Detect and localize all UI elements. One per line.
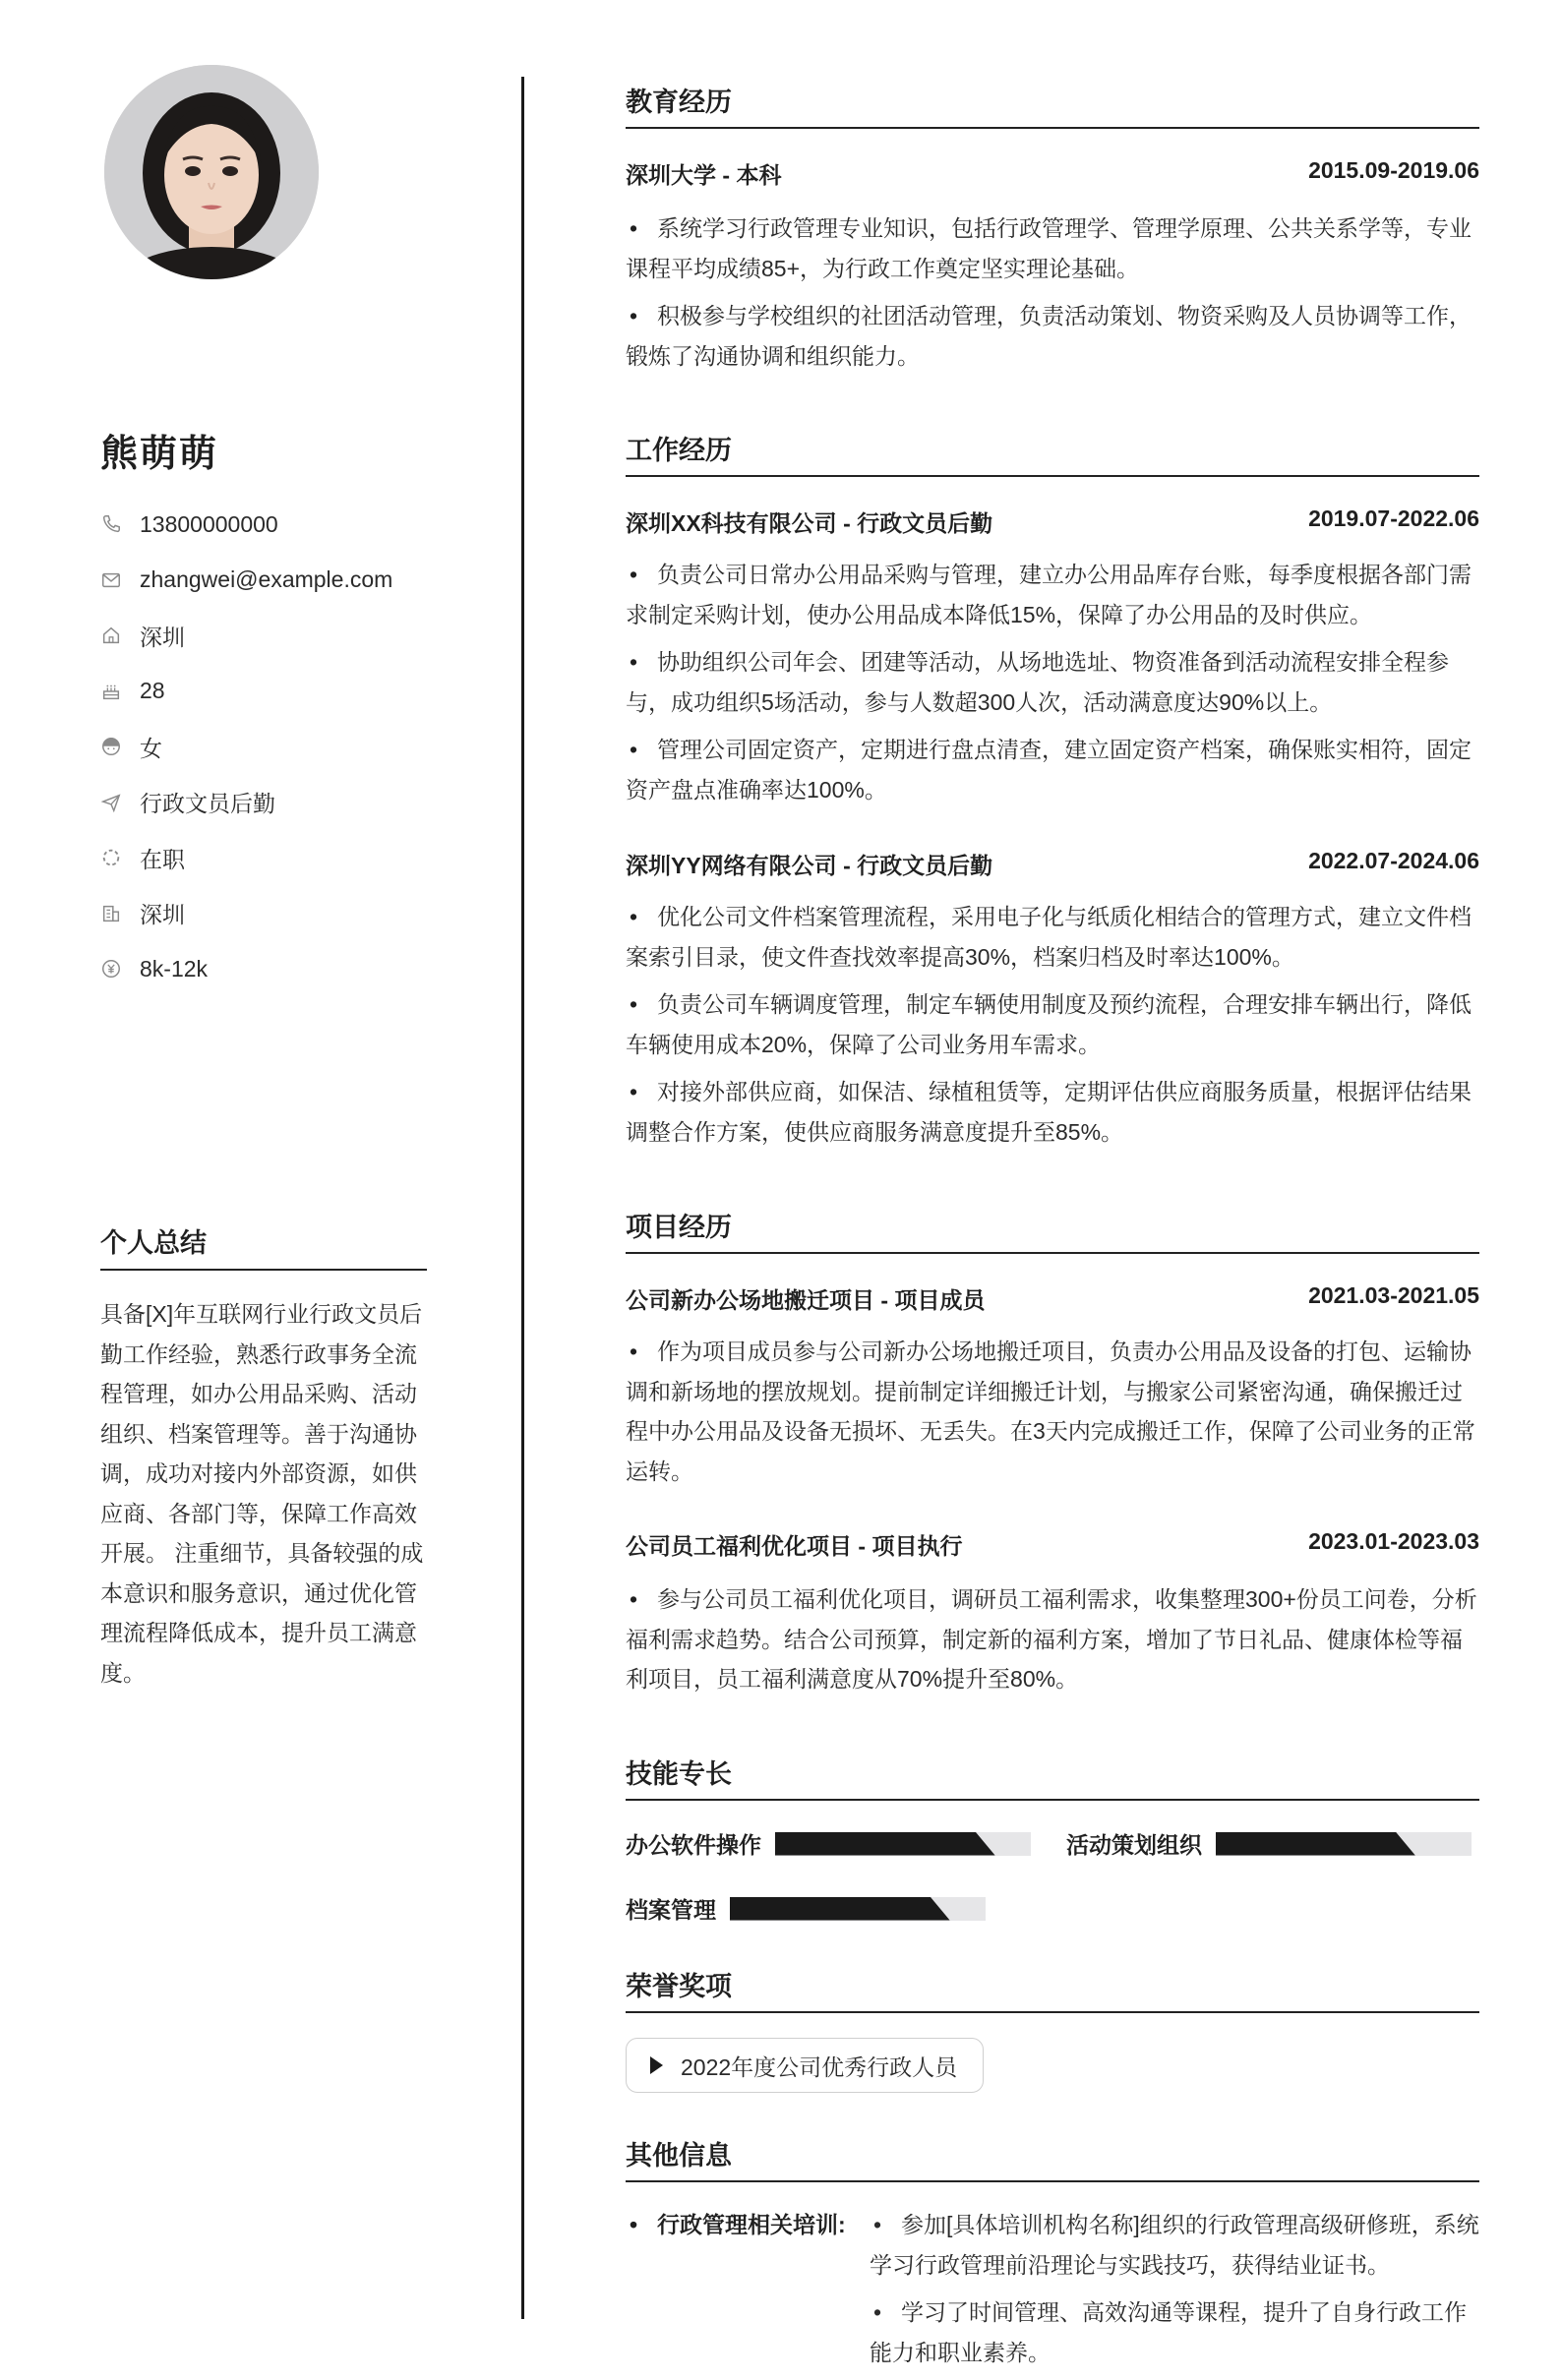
contact-gender [100, 719, 392, 775]
left-column [0, 0, 521, 2364]
list-item: • 负责公司车辆调度管理，制定车辆使用制度及预约流程，合理安排车辆出行，降低车辆使用成本20%，保障了公司业务用车需求。 [626, 984, 1479, 1064]
home-icon [100, 625, 122, 646]
list-item: • 参与公司员工福利优化项目，调研员工福利需求，收集整理300+份员工问卷，分析福利需求趋势。结合公司预算，制定新的福利方案，增加了节日礼品、健康体检等福利项目，员工福利满意度从70%提升至80%。 [626, 1579, 1479, 1699]
contact-value: zhangwei@example.com [140, 566, 393, 593]
avatar [104, 65, 319, 279]
contact-salary [100, 941, 392, 997]
other-title: 其他信息 [626, 2134, 1479, 2182]
education-entry-head [626, 157, 1479, 190]
work-entry-head [626, 506, 1479, 538]
contact-phone [100, 497, 392, 553]
skill-bar [775, 1832, 1031, 1856]
project-entry-head [626, 1528, 1479, 1561]
person-name: 熊萌萌 [100, 434, 219, 475]
education-title: 教育经历 [626, 81, 1479, 129]
play-triangle-icon [650, 2056, 663, 2074]
contact-value: 行政文员后勤 [140, 791, 275, 817]
award-item [626, 2038, 984, 2093]
status-icon [100, 847, 122, 868]
contact-value: 28 [140, 678, 165, 704]
contact-location [100, 608, 392, 664]
contact-value: 深圳 [140, 624, 185, 650]
skill-item [1066, 1827, 1472, 1860]
contact-city [100, 886, 392, 942]
building-icon [100, 903, 122, 924]
list-item: • 管理公司固定资产，定期进行盘点清查，建立固定资产档案，确保账实相符，固定资产盘点准确率达100%。 [626, 730, 1479, 809]
entry-date: 2023.01-2023.03 [1308, 1528, 1479, 1554]
work-bullets [626, 555, 1479, 817]
list-item: • 作为项目成员参与公司新办公场地搬迁项目，负责办公用品及设备的打包、运输协调和新场地的摆放规划。提前制定详细搬迁计划，与搬家公司紧密沟通，确保搬迁过程中办公用品及设备无损坏、无丢失。在3天内完成搬迁工作，保障了公司业务的正常运转。 [626, 1332, 1479, 1491]
skill-name: 活动策划组织 [1066, 1832, 1202, 1858]
contact-value: 深圳 [140, 902, 185, 928]
entry-org: 深圳YY网络有限公司 - 行政文员后勤 [626, 853, 993, 878]
other-label: • 行政管理相关培训: [626, 2205, 846, 2245]
entry-date: 2015.09-2019.06 [1308, 157, 1479, 183]
skills-title: 技能专长 [626, 1753, 1479, 1801]
summary-title: 个人总结 [100, 1221, 427, 1271]
entry-org: 公司新办公场地搬迁项目 - 项目成员 [626, 1287, 986, 1313]
list-item: • 学习了时间管理、高效沟通等课程，提升了自身行政工作能力和职业素养。 [870, 2292, 1479, 2372]
awards-title: 荣誉奖项 [626, 1965, 1479, 2013]
gender-icon [100, 736, 122, 757]
mail-icon [100, 569, 122, 591]
contact-list [100, 497, 392, 997]
contact-age [100, 664, 392, 720]
skill-name: 档案管理 [626, 1897, 716, 1923]
avatar-portrait [104, 65, 319, 279]
skill-item [626, 1827, 1031, 1860]
project-bullets [626, 1579, 1479, 1707]
contact-value: 8k-12k [140, 955, 209, 982]
column-divider [521, 77, 524, 2319]
skill-bar-fill [775, 1832, 995, 1856]
salary-icon [100, 958, 122, 980]
entry-date: 2019.07-2022.06 [1308, 506, 1479, 531]
entry-org: 深圳XX科技有限公司 - 行政文员后勤 [626, 510, 993, 536]
work-bullets [626, 897, 1479, 1160]
list-item: • 系统学习行政管理专业知识，包括行政管理学、管理学原理、公共关系学等，专业课程平均成绩85+，为行政工作奠定坚实理论基础。 [626, 208, 1479, 288]
list-item: • 协助组织公司年会、团建等活动，从场地选址、物资准备到活动流程安排全程参与，成功组织5场活动，参与人数超300人次，活动满意度达90%以上。 [626, 642, 1479, 722]
contact-value: 在职 [140, 846, 185, 872]
skill-bar-fill [730, 1897, 950, 1921]
cake-icon [100, 681, 122, 702]
entry-date: 2021.03-2021.05 [1308, 1282, 1479, 1308]
summary-text: 具备[X]年互联网行业行政文员后勤工作经验，熟悉行政事务全流程管理，如办公用品采购、活动组织、档案管理等。善于沟通协调，成功对接内外部资源，如供应商、各部门等，保障工作高效开展。 注重细节，具备较强的成本意识和服务意识，通过优化管理流程降低成本，提升员工满意度。 [100, 1301, 424, 1686]
skill-bar [730, 1897, 986, 1921]
contact-value: 女 [140, 735, 162, 761]
skill-bar-fill [1216, 1832, 1415, 1856]
project-entry-head [626, 1282, 1479, 1315]
skill-name: 办公软件操作 [626, 1832, 761, 1858]
projects-title: 项目经历 [626, 1206, 1479, 1254]
work-entry-head [626, 848, 1479, 880]
skill-bar [1216, 1832, 1472, 1856]
list-item: • 积极参与学校组织的社团活动管理，负责活动策划、物资采购及人员协调等工作，锻炼了沟通协调和组织能力。 [626, 296, 1479, 376]
education-bullets [626, 208, 1479, 384]
list-item: • 参加[具体培训机构名称]组织的行政管理高级研修班，系统学习行政管理前沿理论与实践技巧，获得结业证书。 [870, 2205, 1479, 2285]
award-label: 2022年度公司优秀行政人员 [681, 2053, 958, 2080]
work-title: 工作经历 [626, 429, 1479, 477]
contact-email [100, 553, 392, 609]
entry-date: 2022.07-2024.06 [1308, 848, 1479, 873]
project-bullets [626, 1332, 1479, 1499]
phone-icon [100, 513, 122, 535]
skill-item [626, 1892, 986, 1925]
contact-position [100, 775, 392, 831]
list-item: • 负责公司日常办公用品采购与管理，建立办公用品库存台账，每季度根据各部门需求制定采购计划，使办公用品成本降低15%，保障了办公用品的及时供应。 [626, 555, 1479, 634]
send-icon [100, 792, 122, 813]
contact-value: 13800000000 [140, 510, 278, 537]
contact-status [100, 830, 392, 886]
entry-org: 深圳大学 - 本科 [626, 162, 782, 188]
other-list [870, 2205, 1479, 2380]
list-item: • 对接外部供应商，如保洁、绿植租赁等，定期评估供应商服务质量，根据评估结果调整合作方案，使供应商服务满意度提升至85%。 [626, 1072, 1479, 1152]
list-item: • 优化公司文件档案管理流程，采用电子化与纸质化相结合的管理方式，建立文件档案索引目录，使文件查找效率提高30%，档案归档及时率达100%。 [626, 897, 1479, 977]
entry-org: 公司员工福利优化项目 - 项目执行 [626, 1533, 963, 1559]
